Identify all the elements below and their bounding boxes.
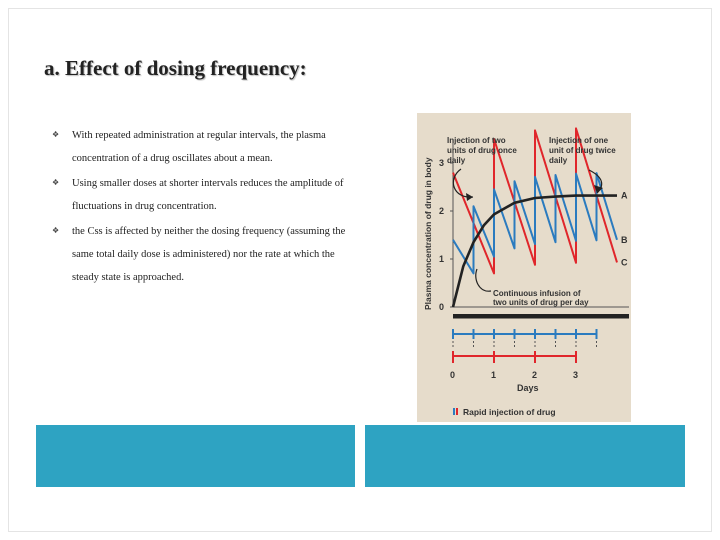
bullet-marker-icon: ❖ [52,226,60,235]
legend [453,407,556,417]
annotation-twice-daily: Injection of one unit of drug twice daily [549,136,616,165]
bullet-list [52,124,352,289]
legend-blue-tick [453,408,455,415]
footer-bar-right [365,425,685,487]
legend-label: Rapid injection of drug [463,407,556,417]
bullet-marker-icon: ❖ [52,130,60,139]
y-tick-label: 0 [439,302,445,312]
x-tick-label: 0 [450,370,456,380]
x-tick-label: 1 [491,370,497,380]
slide-title: a. Effect of dosing frequency: [44,56,307,80]
bullet-text: With repeated administration at regular intervals, the plasma concentration of a drug oscillates about a mean. [72,130,326,164]
dosing-figure [417,113,631,422]
x-tick-label: 3 [573,370,579,380]
y-tick-label: 3 [439,158,445,168]
curve-label-b: B [621,234,628,245]
bullet-text: Using smaller doses at shorter intervals reduces the amplitude of fluctuations in drug concentration. [72,178,344,212]
footer-bar-left [36,425,355,487]
y-tick-label: 2 [439,206,445,216]
bullet-text: the Css is affected by neither the dosing frequency (assuming the same total daily dose is administered) nor the rate at which the steady state is approached. [72,226,346,283]
bullet-item [52,172,352,218]
legend-red-tick [456,408,458,415]
infusion-bar [453,314,629,319]
bullet-marker-icon: ❖ [52,178,60,187]
x-axis-label: Days [517,383,539,393]
curve-label-a: A [621,190,628,201]
bullet-item [52,220,352,289]
annotation-infusion: Continuous infusion of two units of drug per day [493,289,589,307]
y-axis-label: Plasma concentration of drug in body [423,157,433,310]
annotation-once-daily: Injection of two units of drug once daily [447,136,517,165]
x-tick-label: 2 [532,370,538,380]
dosing-chart [417,113,631,422]
y-tick-label: 1 [439,254,445,264]
bullet-item [52,124,352,170]
curve-label-c: C [621,257,628,268]
